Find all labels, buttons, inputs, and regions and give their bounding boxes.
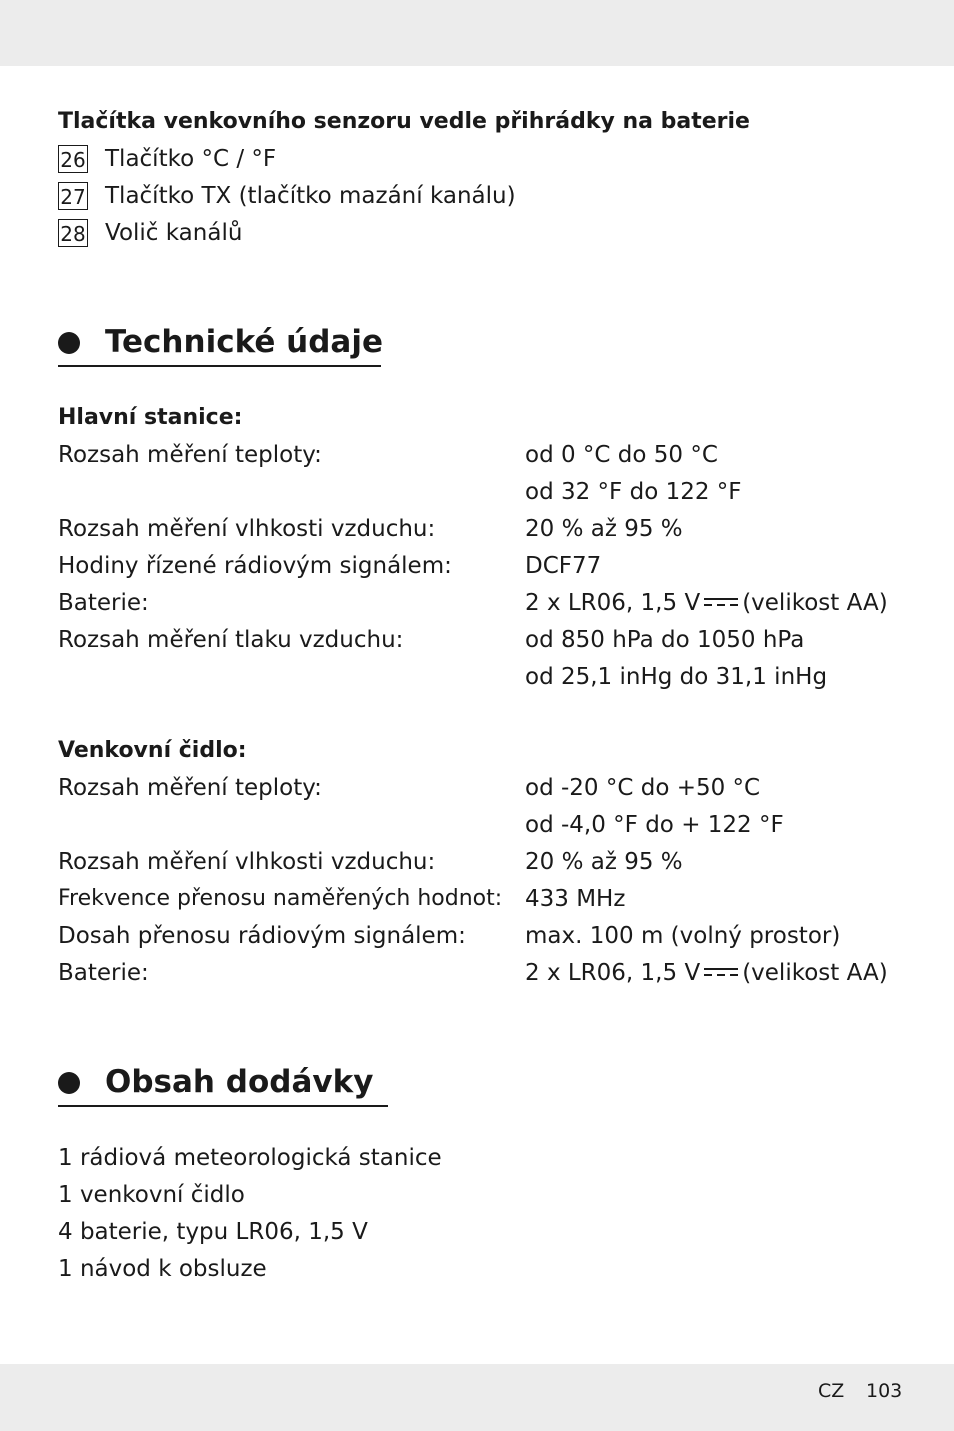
battery-size: (velikost AA) [742, 590, 888, 616]
battery-type: 2 x LR06, 1,5 V [525, 590, 701, 616]
section-title-technical: Technické údaje [105, 324, 384, 360]
battery-size: (velikost AA) [742, 960, 888, 986]
spec-value-battery [525, 959, 888, 987]
item-number-26: 26 [58, 145, 88, 173]
spec-value: od 850 hPa do 1050 hPa [525, 627, 805, 653]
dc-current-icon [704, 967, 738, 977]
section-underline [58, 1105, 388, 1107]
page-number: 103 [866, 1380, 903, 1402]
section-underline [58, 365, 381, 367]
spec-label: Rozsah měření vlhkosti vzduchu: [58, 516, 436, 542]
outdoor-sensor-heading: Venkovní čidlo: [58, 738, 247, 763]
delivery-item: 1 rádiová meteorologická stanice [58, 1145, 442, 1171]
spec-label: Hodiny řízené rádiovým signálem: [58, 553, 452, 579]
item-number-27: 27 [58, 182, 88, 210]
spec-label: Baterie: [58, 590, 149, 616]
buttons-heading: Tlačítka venkovního senzoru vedle přihrádky na baterie [58, 109, 750, 134]
spec-value: 20 % až 95 % [525, 516, 683, 542]
delivery-item: 4 baterie, typu LR06, 1,5 V [58, 1219, 368, 1245]
bullet-dot-icon [58, 332, 80, 354]
footer-language: CZ [818, 1380, 845, 1402]
spec-value: od -20 °C do +50 °C [525, 775, 761, 801]
spec-label: Dosah přenosu rádiovým signálem: [58, 923, 466, 949]
spec-label: Baterie: [58, 960, 149, 986]
dc-current-icon [704, 597, 738, 607]
spec-label: Rozsah měření vlhkosti vzduchu: [58, 849, 436, 875]
top-margin-band [0, 0, 954, 66]
spec-value-battery [525, 589, 888, 617]
spec-label: Frekvence přenosu naměřených hodnot: [58, 886, 503, 911]
bottom-margin-band [0, 1364, 954, 1431]
spec-value: od 0 °C do 50 °C [525, 442, 718, 468]
delivery-item: 1 venkovní čidlo [58, 1182, 245, 1208]
item-number-28: 28 [58, 219, 88, 247]
spec-value: DCF77 [525, 553, 602, 579]
delivery-item: 1 návod k obsluze [58, 1256, 267, 1282]
spec-value: od 32 °F do 122 °F [525, 479, 742, 505]
section-title-delivery: Obsah dodávky [105, 1064, 374, 1100]
spec-label: Rozsah měření teploty: [58, 775, 322, 801]
item-label-28: Volič kanálů [105, 220, 243, 246]
battery-type: 2 x LR06, 1,5 V [525, 960, 701, 986]
spec-value: 20 % až 95 % [525, 849, 683, 875]
spec-value: max. 100 m (volný prostor) [525, 923, 841, 949]
spec-value: 433 MHz [525, 886, 626, 912]
item-label-26: Tlačítko °C / °F [105, 146, 277, 172]
bullet-dot-icon [58, 1072, 80, 1094]
item-label-27: Tlačítko TX (tlačítko mazání kanálu) [105, 183, 516, 209]
spec-value: od -4,0 °F do + 122 °F [525, 812, 784, 838]
main-station-heading: Hlavní stanice: [58, 405, 243, 430]
spec-value: od 25,1 inHg do 31,1 inHg [525, 664, 828, 690]
spec-label: Rozsah měření tlaku vzduchu: [58, 627, 404, 653]
spec-label: Rozsah měření teploty: [58, 442, 322, 468]
